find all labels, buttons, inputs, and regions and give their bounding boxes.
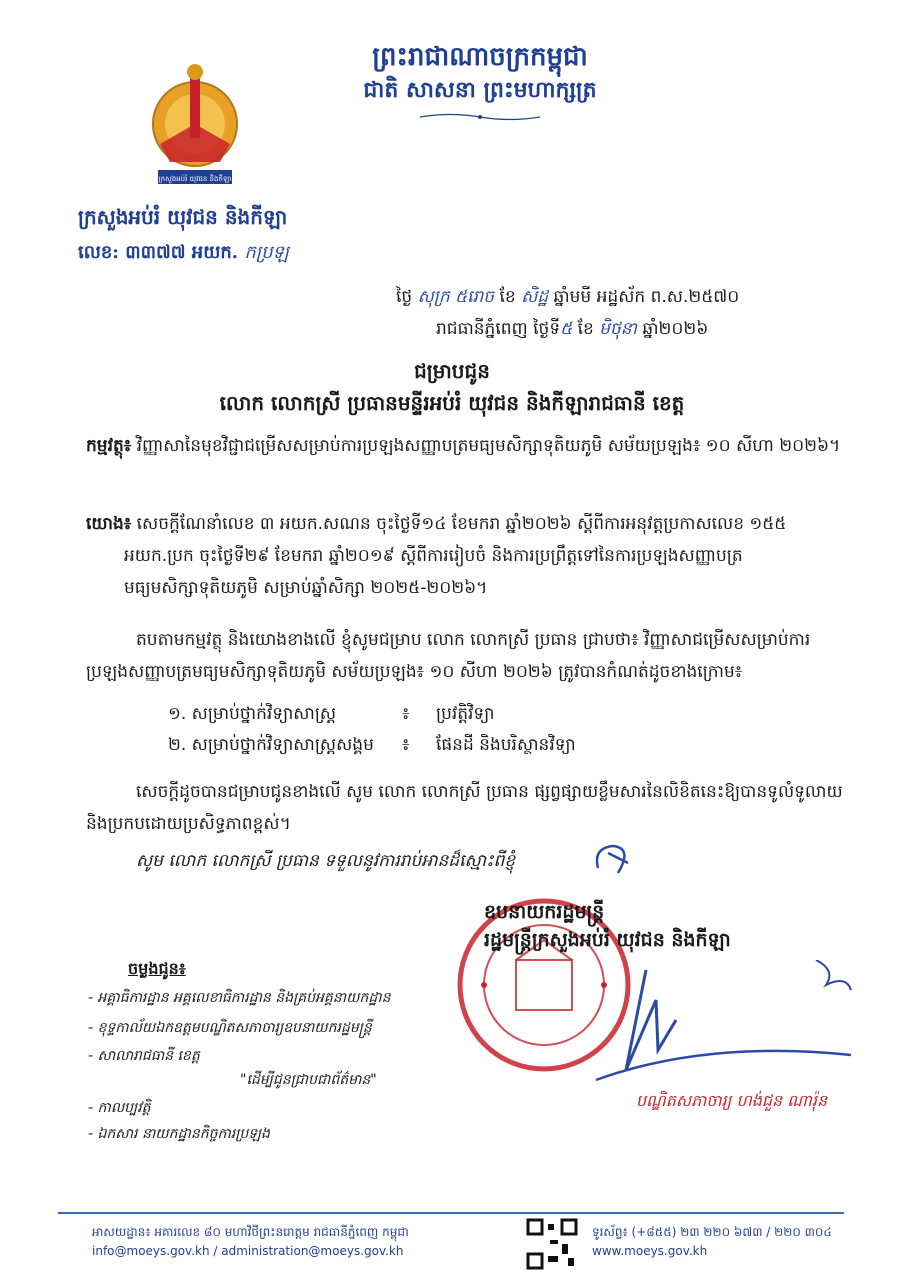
recipient-name: លោក លោកស្រី ប្រធានមន្ទីរអប់រំ យុវជន និងកីឡារាជធានី ខេត្ត	[219, 391, 685, 415]
list-item-value: ផែនដី និងបរិស្ថានវិទ្យា	[436, 735, 576, 755]
cc-item: - កាលប្បវត្តិ	[88, 1100, 151, 1116]
reference-number	[78, 240, 289, 267]
footer-website[interactable]: www.moeys.gov.kh	[592, 1244, 708, 1258]
ref-handwritten: កប្រឡ	[244, 242, 289, 263]
signatory-position: រដ្ឋមន្ត្រីក្រសួងអប់រំ យុវជន និងកីឡា	[484, 929, 731, 951]
lunar-date	[396, 286, 739, 311]
emblem-caption: ក្រសួងអប់រំ យុវជន និងកីឡា	[158, 175, 232, 183]
kingdom-header	[300, 40, 660, 126]
lunar-month-handwritten: សិដ្ឋ	[521, 287, 549, 307]
body-paragraph-1: តបតាមកម្មវត្ថុ និងយោងខាងលើ ខ្ញុំសូមជម្រាប លោក លោកស្រី ប្រធាន ជ្រាបថា៖ វិញ្ញាសាជម្រើសសម្រាប់ការប្រឡងសញ្ញាបត្រមធ្យមសិក្សាទុតិយភូមិ សម័យប្រឡង៖ ១០ សីហា ២០២៦ ត្រូវបានកំណត់ដូចខាងក្រោម៖	[86, 630, 811, 682]
signatory-name: បណ្ឌិតសភាចារ្យ ហង់ជួន ណារ៉ុន	[636, 1091, 828, 1110]
reference-line1: សេចក្តីណែនាំលេខ ៣ អយក.សណន ចុះថ្ងៃទី១៤ ខែមករា ឆ្នាំ២០២៦ ស្តីពីការអនុវត្តប្រកាសលេខ ១៥៥	[136, 514, 787, 534]
lunar-prefix: ថ្ងៃ	[396, 287, 413, 307]
closing-line: សូម លោក លោកស្រី ប្រធាន ទទួលនូវការរាប់អានដ៏ស្មោះពីខ្ញុំ	[136, 851, 516, 871]
reference-line2: អយក.ប្រក ចុះថ្ងៃទី២៩ ខែមករា ឆ្នាំ២០១៩ ស្តីពីការរៀបចំ និងការប្រព្រឹត្តទៅនៃការប្រឡងសញ្ញាបត្រ	[124, 546, 743, 566]
ministry-emblem-icon	[140, 62, 250, 192]
lunar-year: ឆ្នាំមមី អដ្ឋស័ក ព.ស.២៥៧០	[553, 287, 740, 307]
ref-number: ៣៣៧៧	[125, 242, 186, 263]
ref-suffix: អយក.	[191, 242, 239, 263]
cc-label: ចម្លងជូន៖	[128, 959, 186, 978]
kingdom-title: ព្រះរាជាណាចក្រកម្ពុជា	[372, 42, 588, 72]
reference-label: យោង៖	[86, 514, 132, 534]
subject-text: វិញ្ញាសានៃមុខវិជ្ជាជម្រើសសម្រាប់ការប្រឡងសញ្ញាបត្រមធ្យមសិក្សាទុតិយភូមិ សម័យប្រឡង៖ ១០ សីហា ២០២៦។	[136, 436, 841, 456]
list-item-value: ប្រវត្តិវិទ្យា	[436, 704, 495, 724]
ref-label: លេខ:	[78, 242, 119, 263]
subject-label: កម្មវត្ថុ៖	[86, 436, 132, 456]
solar-month-label: ខែ	[577, 319, 594, 339]
footer-emails: info@moeys.gov.kh / administration@moeys.gov.kh	[92, 1244, 404, 1258]
body-paragraph-2: សេចក្តីដូចបានជម្រាបជូនខាងលើ សូម លោក លោកស្រី ប្រធាន ផ្សព្វផ្សាយខ្លឹមសារនៃលិខិតនេះឱ្យបានទូលំទូលាយ និងប្រកបដោយប្រសិទ្ធភាពខ្ពស់។	[86, 782, 843, 834]
solar-date	[436, 318, 708, 343]
qr-code-icon	[526, 1218, 578, 1270]
list-item-colon: ៖	[402, 735, 410, 755]
signatory-title: ឧបនាយករដ្ឋមន្ត្រី	[484, 901, 605, 923]
solar-year: ឆ្នាំ២០២៦	[642, 319, 709, 339]
solar-prefix: រាជធានីភ្នំពេញ ថ្ងៃទី	[436, 319, 561, 339]
lunar-month-label: ខែ	[499, 287, 516, 307]
initial-signature-icon	[588, 838, 638, 878]
handwritten-signature-icon	[586, 960, 856, 1090]
list-item: ១. សម្រាប់ថ្នាក់វិទ្យាសាស្ត្រ	[168, 704, 337, 724]
footer-phone: ទូរស័ព្ទ៖ (+៨៥៥) ២៣ ២២០ ៦៧៣ / ២២០ ៣០៤	[592, 1225, 832, 1239]
footer-address: អាសយដ្ឋាន៖ អគារលេខ ៨០ មហាវិថីព្រះនរោត្តម រាជធានីភ្នំពេញ កម្ពុជា	[92, 1225, 409, 1239]
national-motto: ជាតិ សាសនា ព្រះមហាក្សត្រ	[363, 77, 597, 103]
cc-item: - ខុទ្ទកាល័យឯកឧត្តមបណ្ឌិតសភាចារ្យឧបនាយករដ្ឋមន្ត្រី	[88, 1020, 372, 1036]
footer-divider	[58, 1212, 844, 1214]
subject-block	[86, 430, 846, 462]
cc-note: "ដើម្បីជូនជ្រាបជាព័ត៌មាន"	[240, 1072, 377, 1088]
ministry-name: ក្រសួងអប់រំ យុវជន និងកីឡា	[78, 205, 288, 229]
cc-item: - សាលារាជធានី ខេត្ត	[88, 1048, 200, 1064]
ornament-divider	[420, 112, 540, 122]
list-item: ២. សម្រាប់ថ្នាក់វិទ្យាសាស្ត្រសង្គម	[168, 735, 374, 755]
cc-item: - អគ្គាធិការដ្ឋាន អគ្គលេខាធិការដ្ឋាន និងគ្រប់អគ្គនាយកដ្ឋាន	[88, 990, 391, 1006]
list-item-colon: ៖	[402, 704, 410, 724]
solar-day-handwritten: ៥	[560, 319, 573, 339]
cc-item: - ឯកសារ នាយកដ្ឋានកិច្ចការប្រឡង	[88, 1126, 270, 1142]
recipient-heading: ជម្រាបជូន	[414, 359, 490, 383]
reference-line3: មធ្យមសិក្សាទុតិយភូមិ សម្រាប់ឆ្នាំសិក្សា ២០២៥-២០២៦។	[124, 578, 488, 598]
solar-month-handwritten: មិថុនា	[599, 319, 637, 339]
reference-block	[86, 508, 846, 604]
lunar-day-handwritten: សុក្រ ៥រោច	[417, 287, 495, 307]
